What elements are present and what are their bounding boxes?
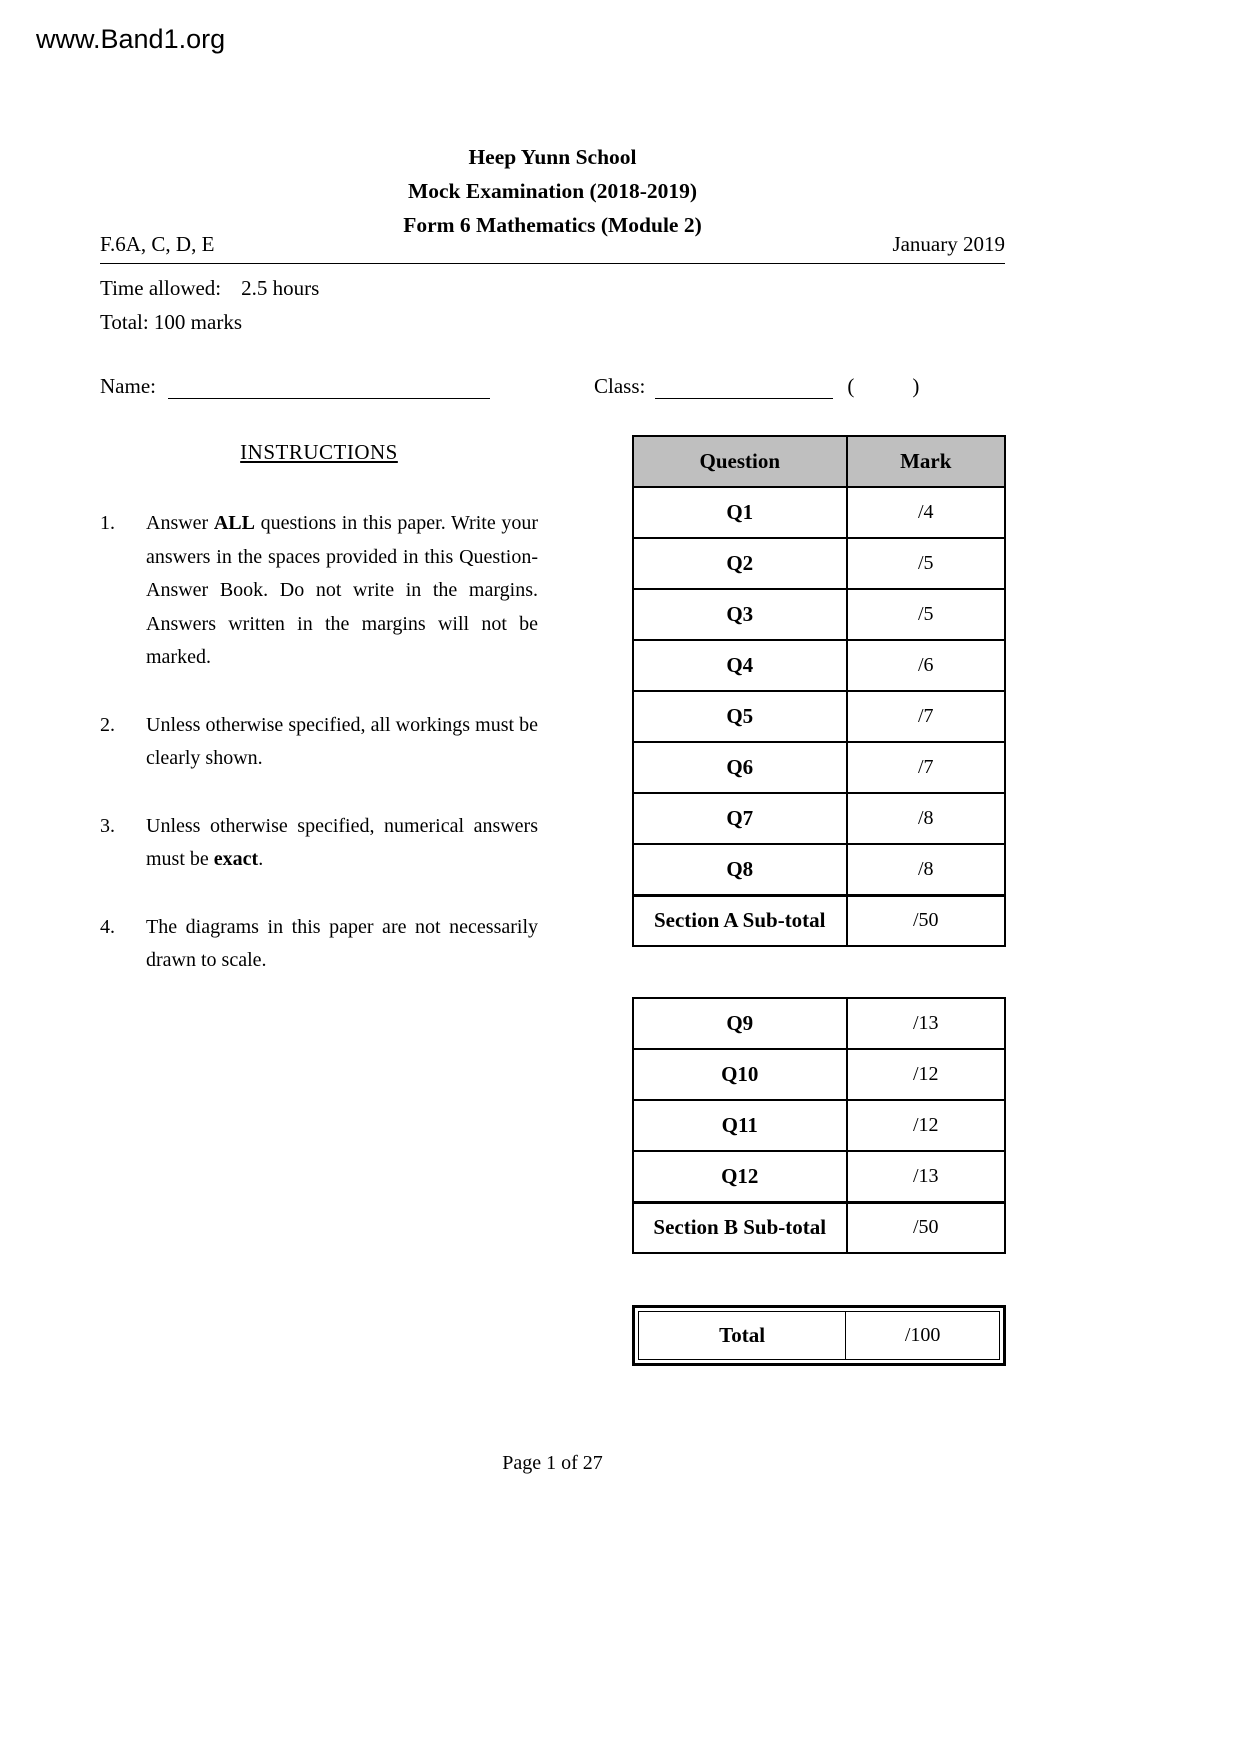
instruction-text: Unless otherwise specified, all workings must be clearly shown. bbox=[146, 713, 538, 769]
table-row bbox=[633, 1100, 1005, 1151]
section-a-subtotal-row bbox=[633, 895, 1005, 946]
exam-date: January 2019 bbox=[892, 232, 1005, 256]
total-label-cell: Total bbox=[639, 1312, 846, 1360]
table-row bbox=[633, 691, 1005, 742]
instruction-number: 1. bbox=[100, 512, 115, 534]
question-column-header: Question bbox=[633, 436, 847, 487]
class-group bbox=[594, 374, 919, 399]
section-b-subtotal-row bbox=[633, 1202, 1005, 1253]
instruction-item-1 bbox=[100, 507, 538, 675]
page-number: Page 1 of 27 bbox=[502, 1452, 603, 1474]
question-cell: Q6 bbox=[633, 742, 847, 793]
question-cell: Q8 bbox=[633, 844, 847, 895]
class-number-paren-close: ) bbox=[912, 374, 920, 398]
class-number-paren-open: ( bbox=[847, 374, 855, 398]
section-a-mark-table bbox=[632, 435, 1006, 947]
class-date-row bbox=[100, 232, 1005, 264]
total-mark-table bbox=[638, 1311, 1000, 1360]
question-cell: Q10 bbox=[633, 1049, 847, 1100]
table-row bbox=[633, 640, 1005, 691]
question-cell: Q4 bbox=[633, 640, 847, 691]
instruction-item-2 bbox=[100, 709, 538, 776]
question-cell: Q5 bbox=[633, 691, 847, 742]
subtotal-label-cell: Section B Sub-total bbox=[633, 1202, 847, 1253]
total-table-border bbox=[632, 1305, 1006, 1366]
instruction-item-4 bbox=[100, 911, 538, 978]
mark-cell: /12 bbox=[847, 1049, 1005, 1100]
mark-cell: /5 bbox=[847, 538, 1005, 589]
name-class-row bbox=[100, 374, 1005, 399]
table-row bbox=[633, 998, 1005, 1049]
subject-name: Form 6 Mathematics (Module 2) bbox=[403, 213, 702, 237]
time-allowed-line bbox=[100, 276, 319, 301]
instruction-item-3 bbox=[100, 810, 538, 877]
mark-cell: /13 bbox=[847, 998, 1005, 1049]
mark-cell: /8 bbox=[847, 793, 1005, 844]
question-cell: Q7 bbox=[633, 793, 847, 844]
mark-cell: /12 bbox=[847, 1100, 1005, 1151]
table-row bbox=[633, 844, 1005, 895]
question-cell: Q11 bbox=[633, 1100, 847, 1151]
mark-column-header: Mark bbox=[847, 436, 1005, 487]
mark-cell: /5 bbox=[847, 589, 1005, 640]
instruction-number: 2. bbox=[100, 713, 115, 736]
total-marks-line: Total: 100 marks bbox=[100, 310, 243, 334]
section-b-mark-table bbox=[632, 997, 1006, 1254]
mark-cell: /8 bbox=[847, 844, 1005, 895]
class-label: Class: bbox=[593, 374, 646, 398]
instruction-number: 3. bbox=[100, 814, 115, 837]
mark-cell: /7 bbox=[847, 742, 1005, 793]
question-cell: Q12 bbox=[633, 1151, 847, 1202]
instructions-title: INSTRUCTIONS bbox=[240, 440, 398, 464]
instructions-section bbox=[100, 440, 538, 1012]
mark-cell: /7 bbox=[847, 691, 1005, 742]
question-cell: Q1 bbox=[633, 487, 847, 538]
question-cell: Q2 bbox=[633, 538, 847, 589]
table-row bbox=[633, 589, 1005, 640]
mark-tables bbox=[632, 435, 1006, 1366]
time-allowed-value: 2.5 hours bbox=[241, 276, 320, 300]
name-label: Name: bbox=[100, 374, 156, 398]
instruction-number: 4. bbox=[100, 915, 115, 938]
class-codes: F.6A, C, D, E bbox=[100, 232, 215, 256]
name-blank-field bbox=[168, 374, 490, 399]
table-row bbox=[633, 1151, 1005, 1202]
time-allowed-label: Time allowed: bbox=[100, 276, 222, 300]
table-row bbox=[633, 742, 1005, 793]
total-row bbox=[639, 1312, 1000, 1360]
table-row bbox=[633, 538, 1005, 589]
mark-cell: /4 bbox=[847, 487, 1005, 538]
watermark-text: www.Band1.org bbox=[36, 24, 226, 54]
exam-titles bbox=[100, 140, 1005, 242]
subtotal-mark-cell: /50 bbox=[847, 1202, 1005, 1253]
mark-cell: /6 bbox=[847, 640, 1005, 691]
question-cell: Q9 bbox=[633, 998, 847, 1049]
mark-cell: /13 bbox=[847, 1151, 1005, 1202]
class-blank-field bbox=[655, 374, 833, 399]
subtotal-mark-cell: /50 bbox=[847, 895, 1005, 946]
table-row bbox=[633, 487, 1005, 538]
table-row bbox=[633, 793, 1005, 844]
table-header-row bbox=[633, 436, 1005, 487]
total-mark-cell: /100 bbox=[846, 1312, 1000, 1360]
school-name: Heep Yunn School bbox=[468, 145, 637, 169]
question-cell: Q3 bbox=[633, 589, 847, 640]
instruction-text: Unless otherwise specified, numerical answers must be exact. bbox=[146, 814, 538, 870]
instruction-text: The diagrams in this paper are not necessarily drawn to scale. bbox=[146, 915, 538, 971]
instruction-text: Answer ALL questions in this paper. Write your answers in the spaces provided in this Question-Answer Book. Do not write in the margins. Answers written in the margins will not be marked. bbox=[146, 512, 538, 668]
subtotal-label-cell: Section A Sub-total bbox=[633, 895, 847, 946]
table-row bbox=[633, 1049, 1005, 1100]
exam-name: Mock Examination (2018-2019) bbox=[407, 179, 698, 203]
